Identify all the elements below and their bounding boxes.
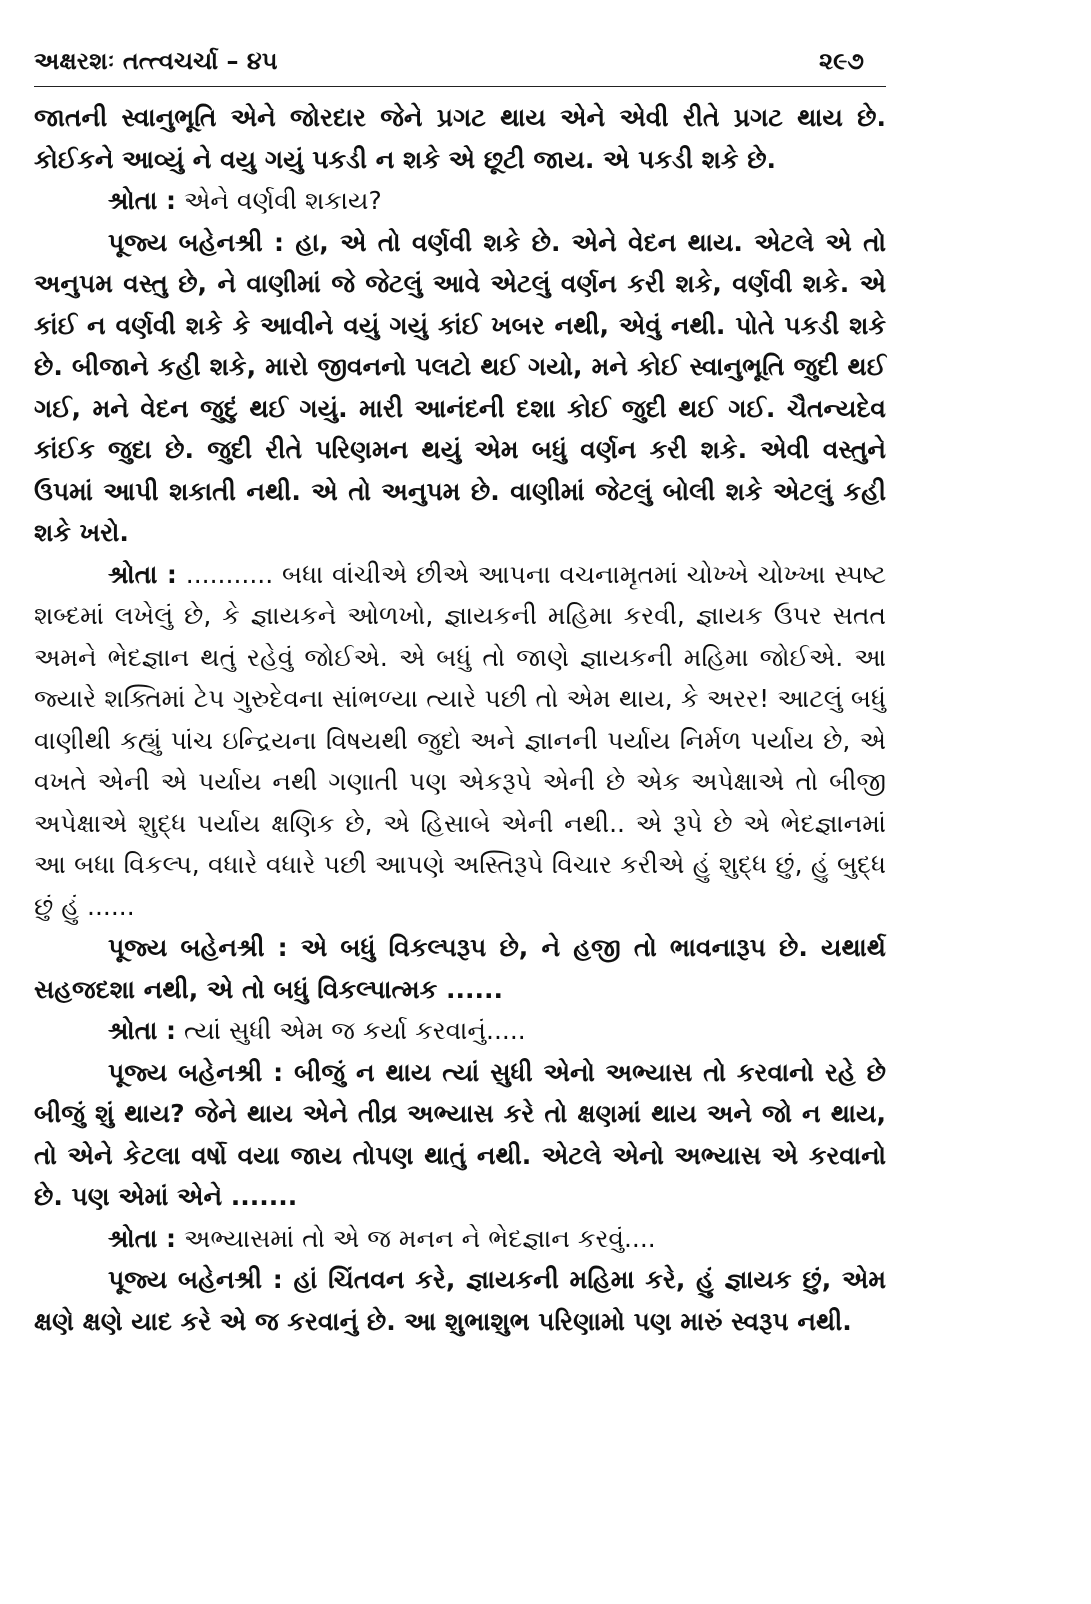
listener-question	[34, 180, 886, 222]
document-body	[34, 97, 886, 1342]
document-page	[34, 44, 886, 1342]
paragraph-text: એ બધું વિકલ્પરૂપ છે, ને હજી તો ભાવનારૂપ છે. યથાર્થ સહજદશા નથી, એ તો બધું વિકલ્પાત્મક ......	[34, 933, 886, 1004]
speaker-label: પૂજ્ય બહેનશ્રી :	[108, 1057, 284, 1087]
paragraph-text: ત્યાં સુધી એમ જ કર્યા કરવાનું.....	[183, 1016, 526, 1045]
paragraph-text: હાં ચિંતવન કરે, જ્ઞાયકની મહિમા કરે, હું જ્ઞાયક છું, એમ ક્ષણે ક્ષણે યાદ કરે એ જ કરવાનું છે. આ શુભાશુભ પરિણામો પણ મારું સ્વરૂપ નથી.	[34, 1265, 886, 1336]
bahenshri-answer	[34, 222, 886, 554]
running-header	[34, 44, 886, 87]
listener-question	[34, 1010, 886, 1052]
speaker-label: શ્રોતા :	[108, 1223, 177, 1253]
paragraph-continuation	[34, 97, 886, 180]
speaker-label: પૂજ્ય બહેનશ્રી :	[108, 933, 288, 962]
speaker-label: શ્રોતા :	[108, 559, 177, 589]
bahenshri-answer	[34, 1052, 886, 1218]
paragraph-text: અભ્યાસમાં તો એ જ મનન ને ભેદજ્ઞાન કરવું....	[183, 1223, 656, 1253]
paragraph-text: બીજું ન થાય ત્યાં સુધી એનો અભ્યાસ તો કરવાનો રહે છે બીજું શું થાય? જેને થાય એને તીવ્ર અભ્યાસ કરે તો ક્ષણમાં થાય અને જો ન થાય, તો એને કેટલા વર્ષો વયા જાય તોપણ થાતું નથી. એટલે એનો અભ્યાસ એ કરવાનો છે. પણ એમાં એને .......	[34, 1057, 886, 1211]
speaker-label: પૂજ્ય બહેનશ્રી :	[108, 227, 284, 257]
paragraph-text: હા, એ તો વર્ણવી શકે છે. એને વેદન થાય. એટલે એ તો અનુપમ વસ્તુ છે, ને વાણીમાં જે જેટલું આવે એટલું વર્ણન કરી શકે, વર્ણવી શકે. એ કાંઈ ન વર્ણવી શકે કે આવીને વયું ગયું કાંઈ ખબર નથી, એવું નથી. પોતે પકડી શકે છે. બીજાને કહી શકે, મારો જીવનનો પલટો થઈ ગયો, મને કોઈ સ્વાનુભૂતિ જુદી થઈ ગઈ, મને વેદન જુદું થઈ ગયું. મારી આનંદની દશા કોઈ જુદી થઈ ગઈ. ચૈતન્યદેવ કાંઈક જુદા છે. જુદી રીતે પરિણમન થયું એમ બધું વર્ણન કરી શકે. એવી વસ્તુને ઉપમાં આપી શકાતી નથી. એ તો અનુપમ છે. વાણીમાં જેટલું બોલી શકે એટલું કહી શકે ખરો.	[34, 227, 886, 547]
bahenshri-answer	[34, 1259, 886, 1342]
bahenshri-answer	[34, 927, 886, 1010]
speaker-label: પૂજ્ય બહેનશ્રી :	[108, 1265, 283, 1294]
header-title: અક્ષરશઃ તત્ત્વચર્ચા – ૪૫	[34, 47, 278, 75]
speaker-label: શ્રોતા :	[108, 1016, 177, 1045]
listener-question	[34, 1218, 886, 1260]
paragraph-text: જાતની સ્વાનુભૂતિ એને જોરદાર જેને પ્રગટ થાય એને એવી રીતે પ્રગટ થાય છે. કોઈકને આવ્યું ને વયુ ગયું પકડી ન શકે એ છૂટી જાય. એ પકડી શકે છે.	[34, 103, 886, 174]
page-number: ૨૯૭	[819, 47, 864, 75]
speaker-label: શ્રોતા :	[108, 186, 177, 215]
listener-question	[34, 554, 886, 928]
paragraph-text: ........... બધા વાંચીએ છીએ આપના વચનામૃતમાં ચોખ્ખે ચોખ્ખા સ્પષ્ટ શબ્દમાં લખેલું છે, કે જ્ઞાયકને ઓળખો, જ્ઞાયકની મહિમા કરવી, જ્ઞાયક ઉપર સતત અમને ભેદજ્ઞાન થતું રહેવું જોઈએ. એ બધું તો જાણે જ્ઞાયકની મહિમા જોઈએ. આ જ્યારે શક્તિમાં ટેપ ગુરુદેવના સાંભળ્યા ત્યારે પછી તો એમ થાય, કે અરર! આટલું બધું વાણીથી કહ્યું પાંચ ઇન્દ્રિયના વિષયથી જુદો અને જ્ઞાનની પર્યાય નિર્મળ પર્યાય છે, એ વખતે એની એ પર્યાય નથી ગણાતી પણ એકરૂપે એની છે એક અપેક્ષાએ તો બીજી અપેક્ષાએ શુદ્ધ પર્યાય ક્ષણિક છે, એ હિસાબે એની નથી.. એ રૂપે છે એ ભેદજ્ઞાનમાં આ બધા વિકલ્પ, વધારે વધારે પછી આપણે અસ્તિરૂપે વિચાર કરીએ હું શુદ્ધ છું, હું બુદ્ધ છું હું ......	[34, 559, 886, 921]
paragraph-text: એને વર્ણવી શકાય?	[183, 186, 382, 215]
